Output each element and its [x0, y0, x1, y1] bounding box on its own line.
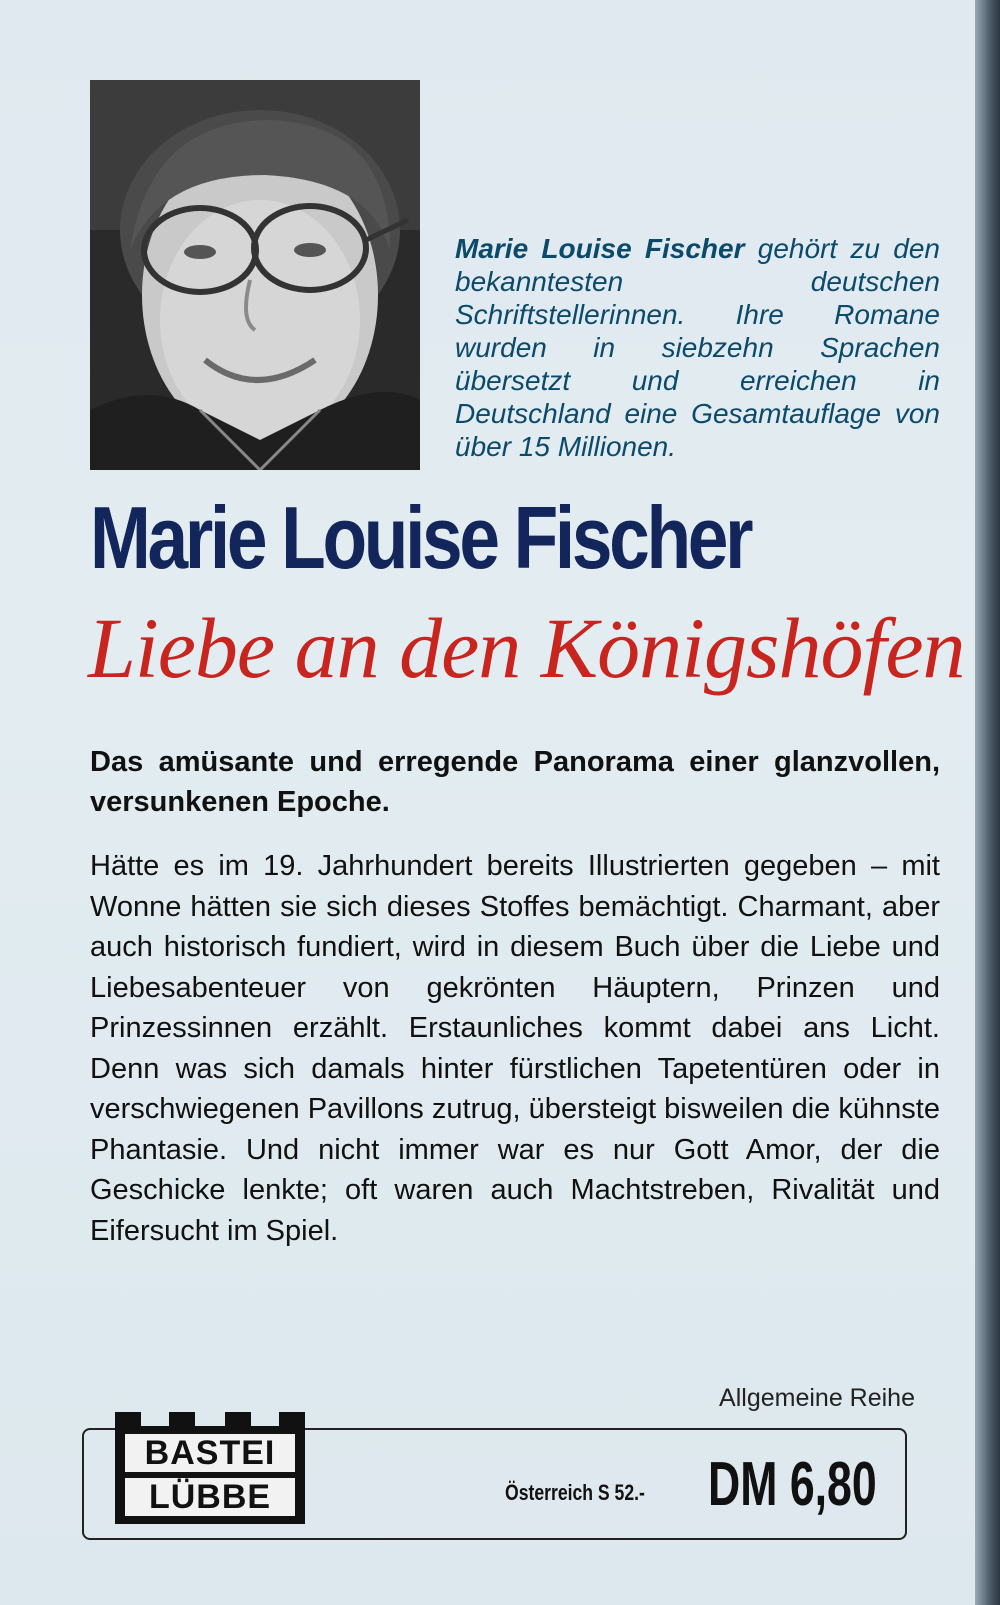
- author-bio: [455, 232, 940, 463]
- author-name: Marie Louise Fischer: [90, 488, 751, 587]
- bio-author-name: Marie Louise Fischer: [455, 233, 745, 264]
- publisher-logo: [115, 1412, 305, 1524]
- series-label: Allgemeine Reihe: [719, 1384, 915, 1412]
- author-photo: [90, 80, 420, 470]
- book-spine-edge: [975, 0, 1000, 1605]
- book-title: Liebe an den Königshöfen: [88, 600, 965, 696]
- publisher-name-line1: BASTEI: [125, 1434, 295, 1472]
- tagline: Das amüsante und erregende Panorama einer glanzvollen, versunkenen Epoche.: [90, 746, 940, 818]
- bio-text: gehört zu den bekanntesten deutschen Schriftstellerinnen. Ihre Romane wurden in siebzehn Sprachen übersetzt und erreichen in Deutschland eine Gesamtauflage von über 15 Millionen.: [455, 233, 940, 462]
- price-austria: Österreich S 52.-: [505, 1480, 645, 1505]
- publisher-name-line2: LÜBBE: [125, 1478, 295, 1516]
- blurb-text: Hätte es im 19. Jahrhundert bereits Illustrierten gegeben – mit Wonne hätten sie sich dieses Stoffes bemächtigt. Charmant, aber auch historisch fundiert, wird in diesem Buch über die Liebe und Liebesabenteuer von gekrönten Häuptern, Prinzen und Prinzessinnen erzählt. Erstaunliches kommt dabei ans Licht. Denn was sich damals hinter fürstlichen Tapetentüren oder in verschwiegenen Pavillons zutrug, übersteigt bisweilen die kühnste Phantasie. Und nicht immer war es nur Gott Amor, der die Geschicke lenkte; oft waren auch Machtstreben, Rivalität und Eifersucht im Spiel.: [90, 850, 940, 1247]
- author-portrait-illustration: [90, 80, 420, 470]
- price-germany: DM 6,80: [708, 1450, 877, 1519]
